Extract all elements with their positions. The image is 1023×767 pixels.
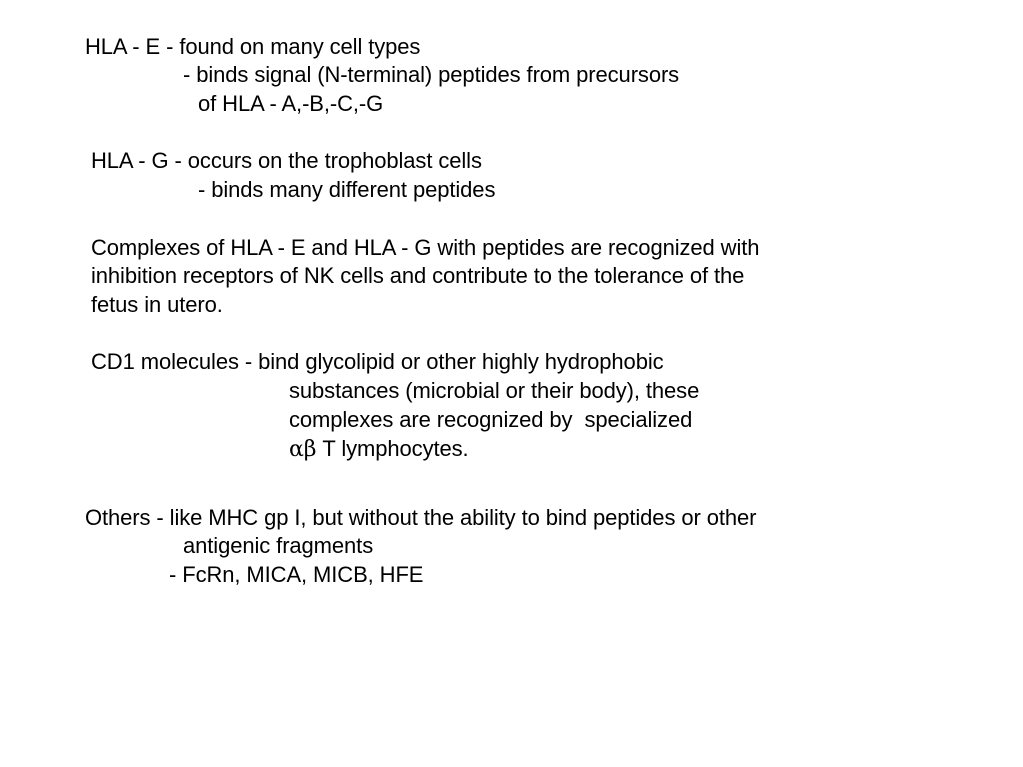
cd1-line-3: complexes are recognized by specialized: [289, 407, 693, 432]
complexes-line-1: Complexes of HLA - E and HLA - G with peptides are recognized with: [91, 235, 760, 260]
hla-g-title: HLA - G - occurs on the trophoblast cells: [91, 148, 482, 173]
cd1-line-2: substances (microbial or their body), these: [289, 378, 700, 403]
hla-e-line-3: of HLA - A,-B,-C,-G: [198, 91, 384, 116]
alpha-beta-symbol: αβ: [289, 437, 317, 462]
hla-e-line-2: - binds signal (N-terminal) peptides from precursors: [183, 62, 680, 87]
others-line-1: Others - like MHC gp I, but without the ability to bind peptides or other: [85, 505, 757, 530]
others-line-3: - FcRn, MICA, MICB, HFE: [169, 562, 424, 587]
complexes-line-3: fetus in utero.: [91, 292, 223, 317]
cd1-line-4-text: T lymphocytes.: [316, 436, 469, 461]
hla-g-line-2: - binds many different peptides: [198, 177, 496, 202]
others-line-2: antigenic fragments: [183, 533, 374, 558]
complexes-line-2: inhibition receptors of NK cells and contribute to the tolerance of the: [91, 263, 745, 288]
cd1-line-4: [289, 435, 469, 464]
hla-e-title: HLA - E - found on many cell types: [85, 34, 421, 59]
cd1-line-1: CD1 molecules - bind glycolipid or other highly hydrophobic: [91, 349, 664, 374]
